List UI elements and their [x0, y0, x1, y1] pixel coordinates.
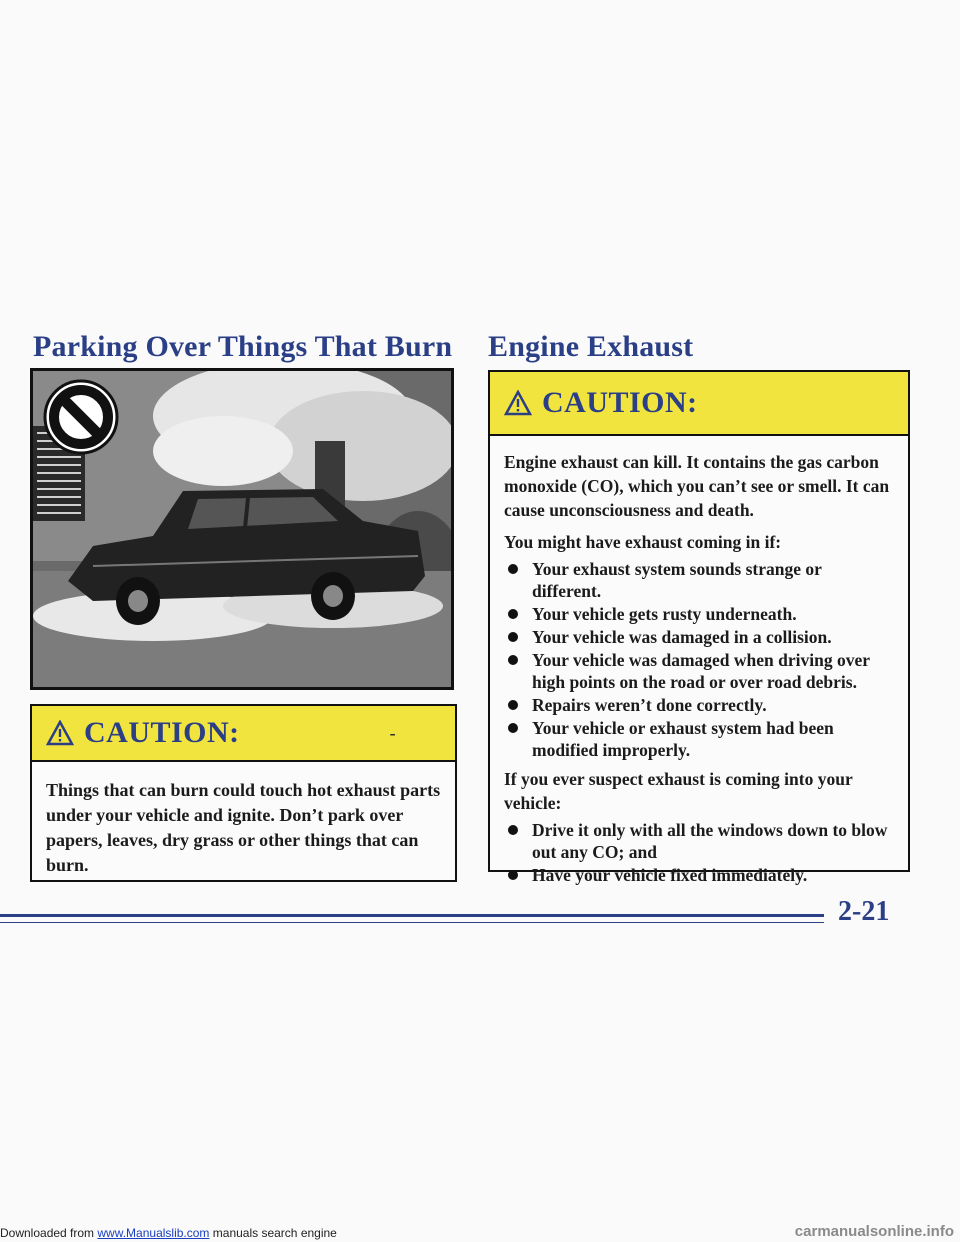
suspect-action-list	[504, 819, 894, 886]
caution-body	[32, 762, 455, 878]
left-section-title: Parking Over Things That Burn	[33, 330, 453, 363]
caution-box-engine-exhaust	[488, 370, 910, 885]
caution-header	[490, 372, 908, 436]
no-symbol-icon	[41, 377, 121, 457]
page-number: 2-21	[838, 896, 890, 927]
page-rule-thin	[0, 922, 824, 923]
caution-header	[32, 706, 455, 762]
warning-triangle-icon	[46, 720, 74, 746]
caution-body	[490, 436, 908, 886]
suspect-intro: If you ever suspect exhaust is coming into your vehicle:	[504, 769, 853, 813]
caution-box-parking	[30, 704, 457, 882]
caution-mark: -	[389, 722, 396, 743]
right-section-title: Engine Exhaust	[488, 330, 694, 363]
caution-label: CAUTION:	[84, 716, 240, 749]
list-item: Your vehicle gets rusty underneath.	[504, 603, 894, 625]
page-rule	[0, 914, 824, 917]
caution-label: CAUTION:	[542, 386, 698, 419]
list-item: Repairs weren’t done correctly.	[504, 694, 894, 716]
exhaust-symptom-list	[504, 558, 894, 761]
parked-car-illustration	[30, 368, 454, 690]
list-item: Your exhaust system sounds strange or different.	[504, 558, 894, 602]
list-item: Drive it only with all the windows down to blow out any CO; and	[504, 819, 894, 863]
list-item: Your vehicle was damaged when driving over high points on the road or over road debris.	[504, 649, 894, 693]
download-footer	[0, 1226, 337, 1240]
manualslib-link[interactable]: www.Manualslib.com	[97, 1226, 210, 1240]
list-item: Your vehicle or exhaust system had been modified improperly.	[504, 717, 894, 761]
list-item: Have your vehicle fixed immediately.	[504, 864, 894, 886]
footer-suffix: manuals search engine	[209, 1226, 337, 1240]
exhaust-list-intro: You might have exhaust coming in if:	[504, 532, 782, 552]
watermark: carmanualsonline.info	[794, 1223, 954, 1240]
caution-text: Things that can burn could touch hot exhaust parts under your vehicle and ignite. Don’t park over papers, leaves, dry grass or other things that can burn.	[46, 780, 441, 875]
exhaust-intro: Engine exhaust can kill. It contains the gas carbon monoxide (CO), which you can’t see or smell. It can cause unconsciousness and death.	[504, 452, 890, 520]
footer-prefix: Downloaded from	[0, 1226, 98, 1240]
warning-triangle-icon	[504, 390, 532, 416]
list-item: Your vehicle was damaged in a collision.	[504, 626, 894, 648]
